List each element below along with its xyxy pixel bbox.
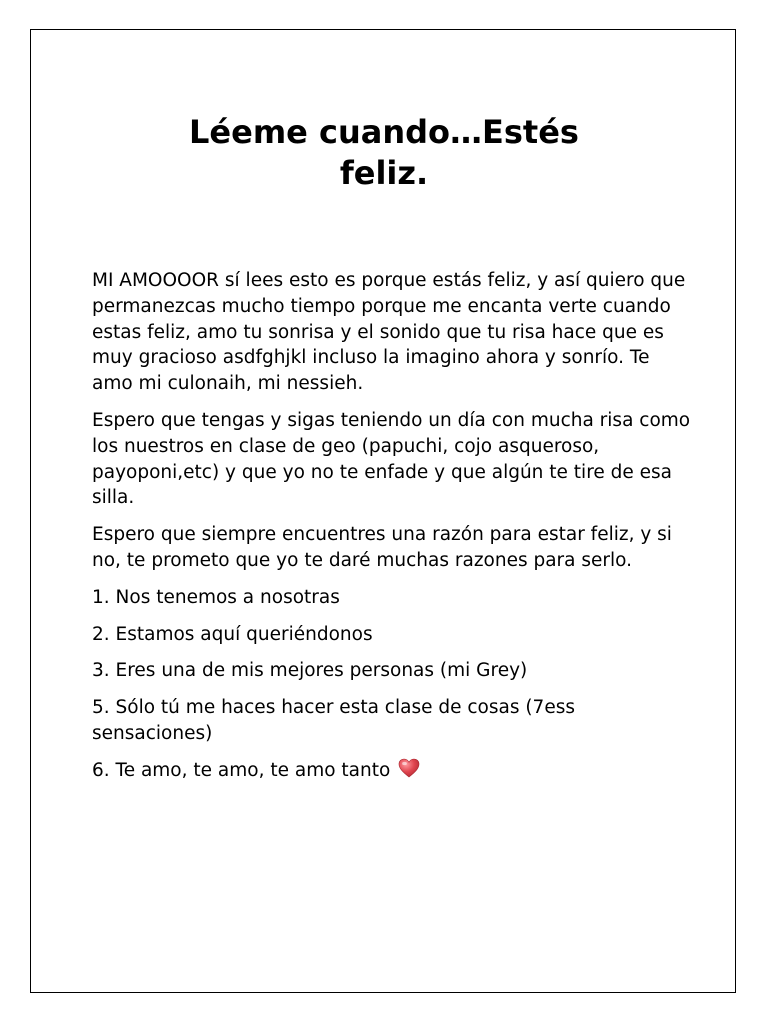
list-item-text: 6. Te amo, te amo, te amo tanto [92, 759, 391, 781]
list-item-last [92, 758, 692, 786]
heart-shape [399, 759, 419, 777]
paragraph: Espero que siempre encuentres una razón para estar feliz, y si no, te prometo que yo te daré muchas razones para serlo. [92, 524, 672, 571]
list-item: 2. Estamos aquí queriéndonos [92, 623, 373, 645]
page-title [31, 112, 737, 194]
paragraph: Espero que tengas y sigas teniendo un día con mucha risa como los nuestros en clase de geo (papuchi, cojo asqueroso, payoponi,etc) y que yo no te enfade y que algún te tire de esa silla. [92, 409, 691, 509]
title-line-1: Léeme cuando…Estés [189, 113, 579, 151]
list-item: 1. Nos tenemos a nosotras [92, 586, 340, 608]
letter-body [92, 268, 692, 797]
paragraph: MI AMOOOOR sí lees esto es porque estás feliz, y así quiero que permanezcas mucho tiempo porque me encanta verte cuando estas feliz, amo tu sonrisa y el sonido que tu risa hace que es muy gracioso asdfghjkl incluso la imagino ahora y sonrío. Te amo mi culonaih, mi nessieh. [92, 270, 686, 395]
title-line-2: feliz. [339, 154, 429, 192]
heart-icon [398, 758, 420, 786]
list-item: 3. Eres una de mis mejores personas (mi Grey) [92, 660, 528, 682]
list-item: 5. Sólo tú me haces hacer esta clase de cosas (7ess sensaciones) [92, 697, 575, 744]
document-page [30, 29, 736, 993]
